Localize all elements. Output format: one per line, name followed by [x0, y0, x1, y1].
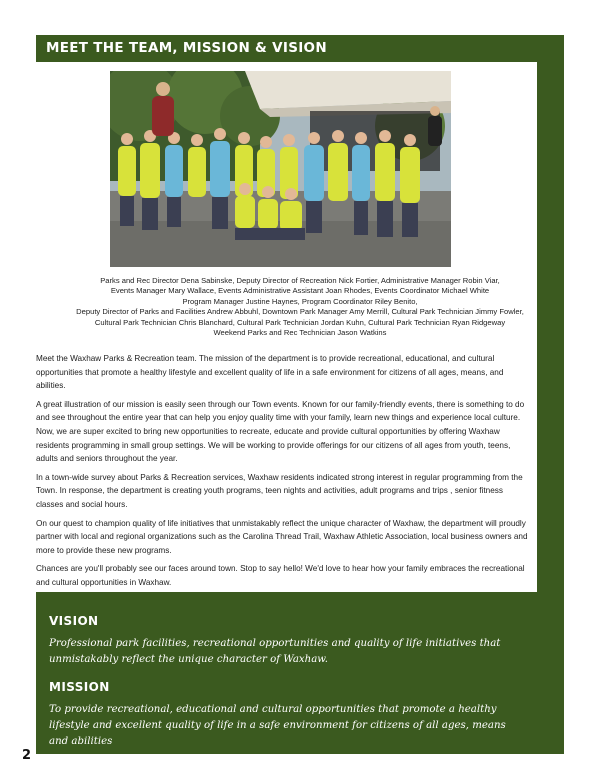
body-text — [36, 352, 530, 595]
team-photo — [110, 71, 451, 267]
page-number: 2 — [22, 748, 32, 763]
header-bar — [36, 35, 564, 62]
caption-line: Cultural Park Technician Chris Blanchard, Cultural Park Technician Jordan Kuhn, Cultural Park Technician Ryan Ridgeway — [94, 317, 506, 327]
vision-heading: VISION — [49, 614, 99, 628]
photo-caption — [30, 276, 570, 338]
caption-line: Weekend Parks and Rec Technician Jason Watkins — [213, 328, 387, 338]
side-rail — [537, 35, 564, 754]
page-title: MEET THE TEAM, MISSION & VISION — [46, 40, 327, 56]
side-title: MEET THE TEAM, MISSION & VISION — [13, 464, 29, 745]
paragraph: On our quest to champion quality of life initiatives that unmistakably reflect the unique character of Waxhaw, the department will proudly partner with local and regional organizations such as the Carolina Thread Trail, Waxhaw Athletic Association, local business owners and more to provide these new programs. — [36, 518, 528, 555]
paragraph: Meet the Waxhaw Parks & Recreation team. The mission of the department is to provide recreational, educational, and cultural opportunities that promote a healthy lifestyle and excellent quality of life in a safe environment for citizens of all ages, means, and abilities. — [36, 354, 504, 391]
mission-text: To provide recreational, educational and cultural opportunities that promote a healthy lifestyle and excellent quality of life in a safe environment for citizens of all ages, means and abilities — [49, 704, 506, 747]
caption-line: Parks and Rec Director Dena Sabinske, Deputy Director of Recreation Nick Fortier, Administrative Manager Robin Viar, — [100, 276, 500, 285]
paragraph: In a town-wide survey about Parks & Recreation services, Waxhaw residents indicated strong interest in regular programming from the Town. In response, the department is creating youth programs, teen nights and activities, adult programs and trips , senior fitness classes and social hours. — [36, 472, 523, 509]
caption-line: Events Manager Mary Wallace, Events Administrative Assistant Joan Rhodes, Events Coordinator Michael White — [110, 286, 490, 296]
paragraph: Chances are you'll probably see our faces around town. Stop to say hello! We'd love to hear how your family embraces the recreational and cultural opportunities in Waxhaw. — [36, 564, 525, 587]
vision-text: Professional park facilities, recreational opportunities and quality of life initiatives that unmistakably reflect the unique character of Waxhaw. — [49, 638, 501, 665]
paragraph: A great illustration of our mission is easily seen through our Town events. Known for our family-friendly events, there is something to do and see throughout the entire year that can help you enjoy quality time with your family, learn new things and experience local culture. Now, we are super excited to bring new opportunities to recreate, educate and provide cultural opportunities by offering Waxhaw residents programming in small group settings. We will be working to provide offerings for our citizens of all ages from youth, teens, adults and seniors throughout the year. — [36, 399, 525, 464]
caption-line: Program Manager Justine Haynes, Program Coordinator Riley Benito, — [182, 296, 418, 306]
vision-mission-box — [36, 592, 537, 754]
caption-line: Deputy Director of Parks and Facilities Andrew Abbuhl, Downtown Park Manager Amy Merrill, Cultural Park Technician Jimmy Fowler, — [76, 307, 524, 317]
mission-heading: MISSION — [49, 680, 110, 694]
